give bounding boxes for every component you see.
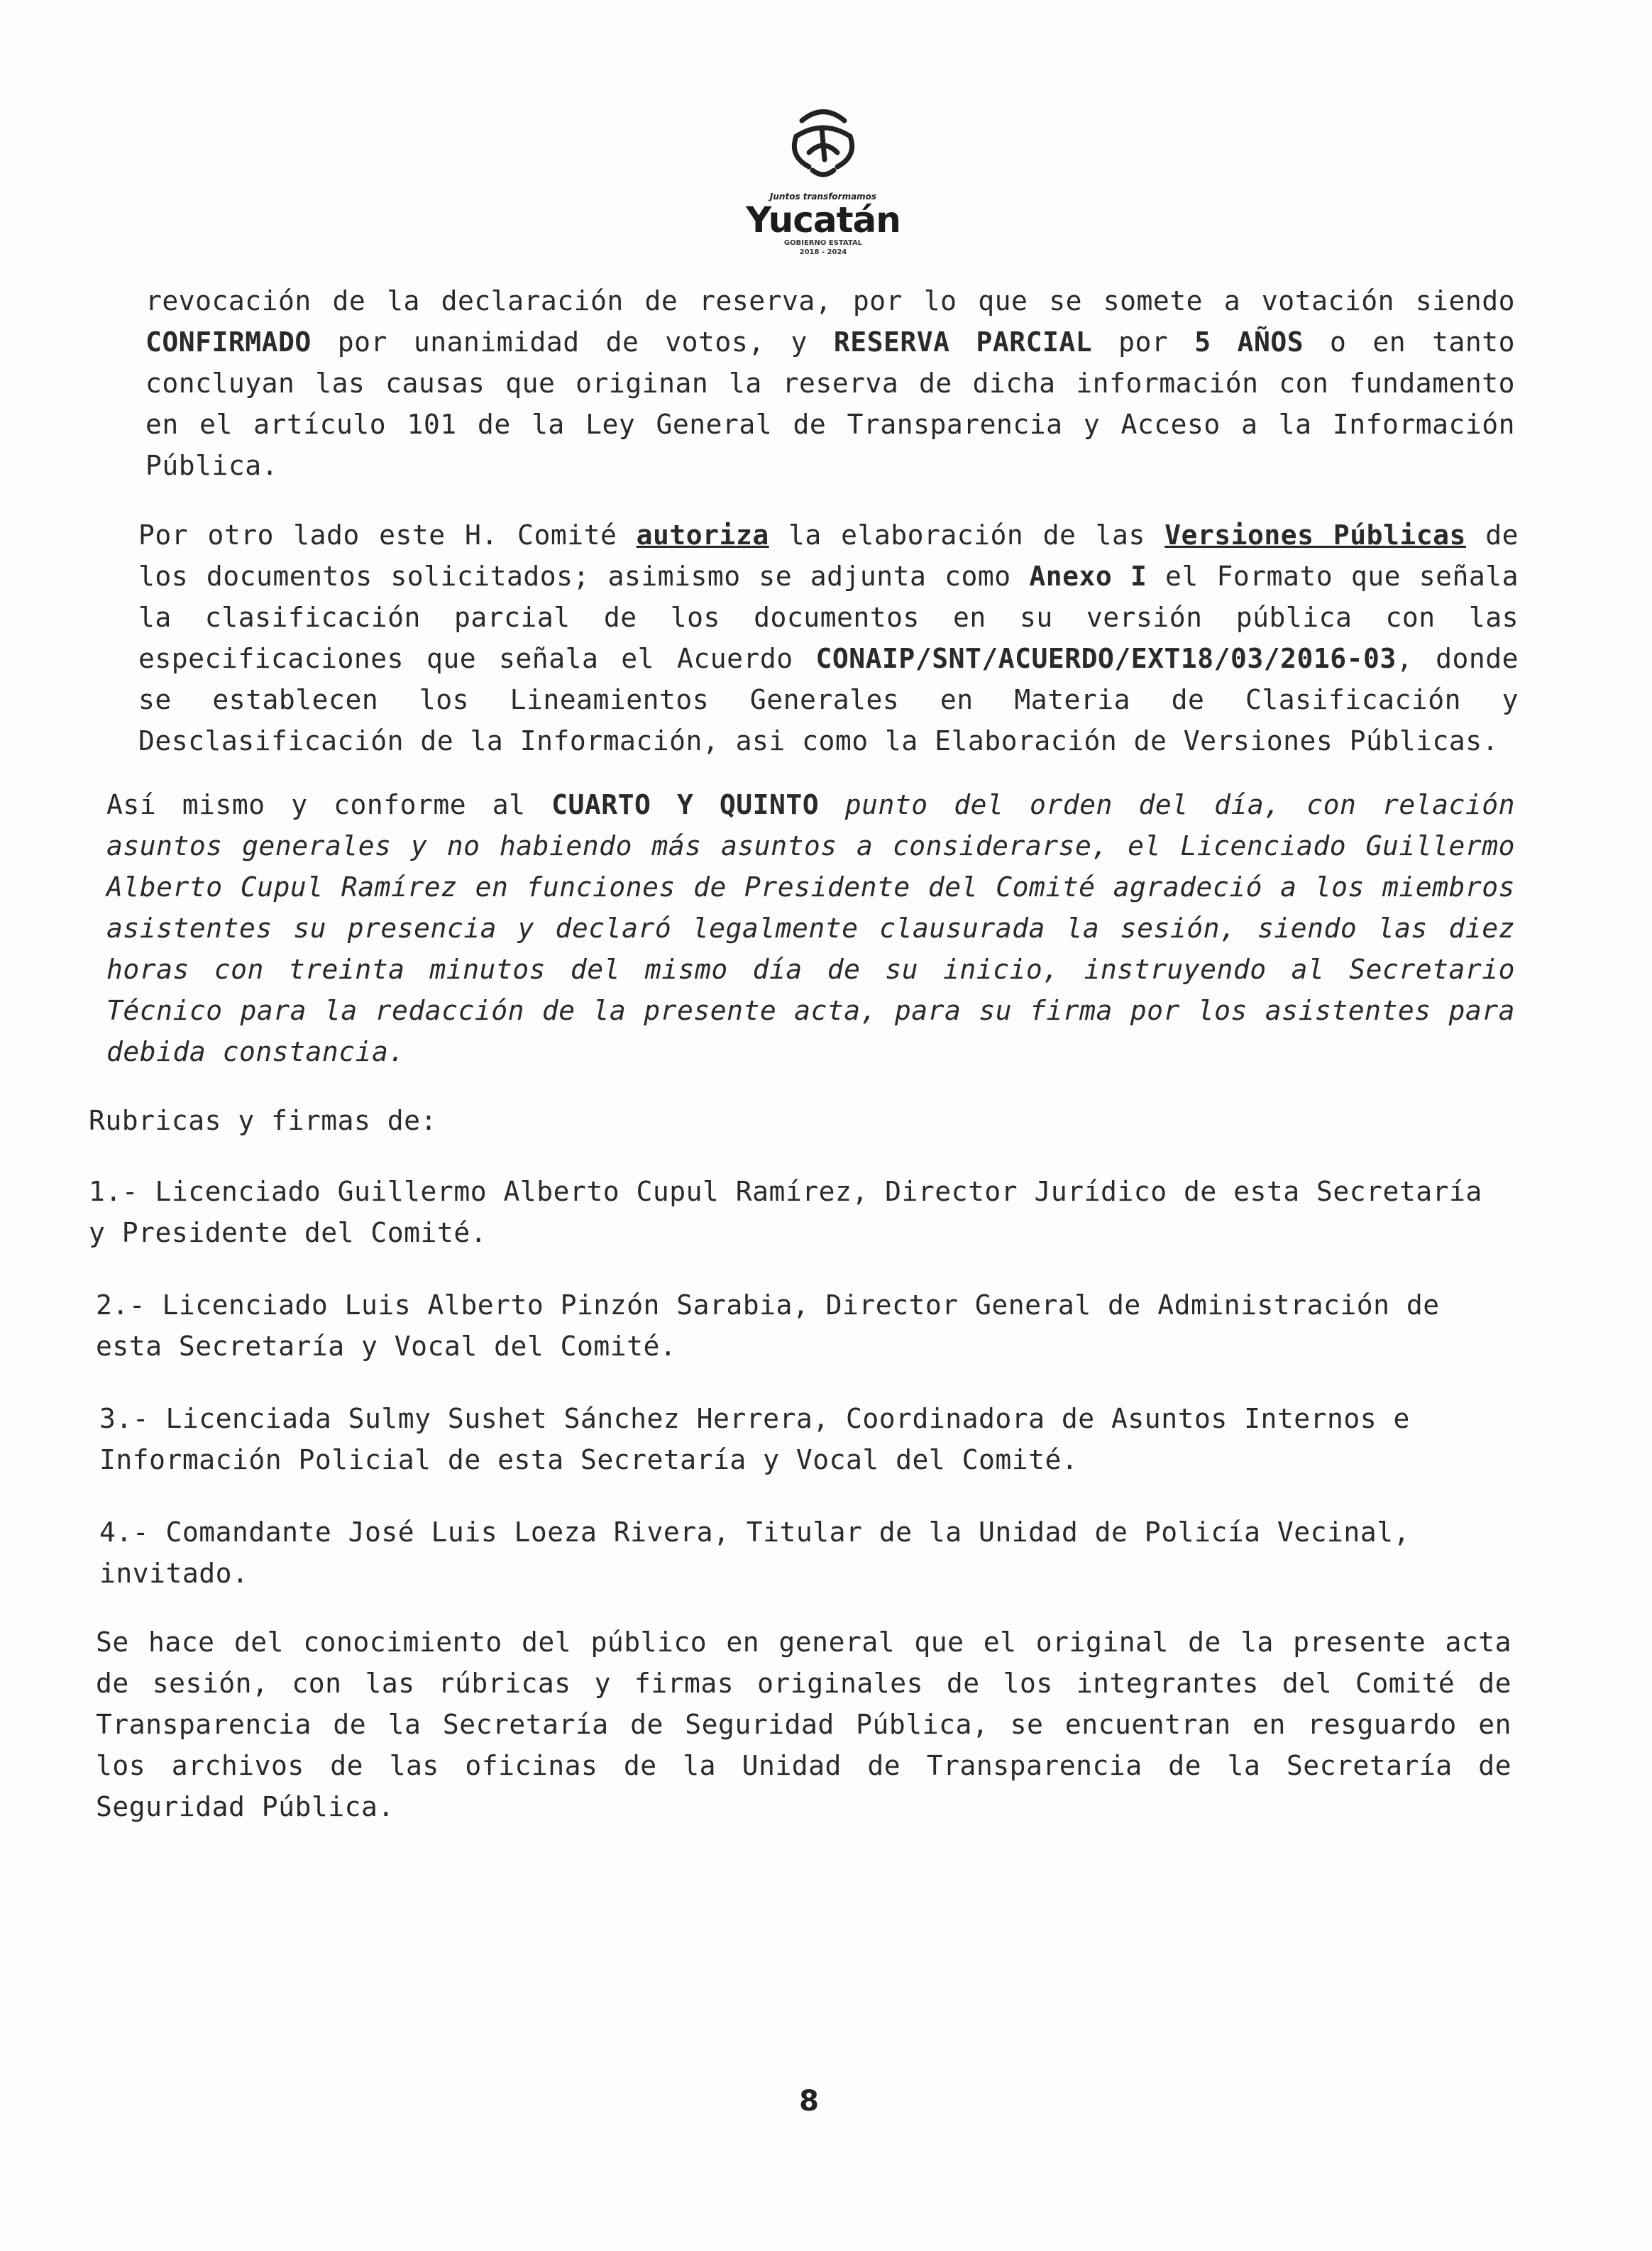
text-run: la elaboración de las <box>769 519 1165 551</box>
text-run: por unanimidad de votos, y <box>311 326 834 358</box>
signatures-heading: Rubricas y firmas de: <box>89 1105 437 1136</box>
bold-acuerdo: CONAIP/SNT/ACUERDO/EXT18/03/2016-03 <box>815 643 1397 674</box>
signatory-item: 1.- Licenciado Guillermo Alberto Cupul Ramírez, Director Jurídico de esta Secretaría y Presidente del Comité. <box>89 1176 1482 1248</box>
bold-cuarto-quinto: CUARTO Y QUINTO <box>551 789 820 820</box>
bold-anexo: Anexo I <box>1029 561 1147 592</box>
letterhead <box>738 99 908 257</box>
text-run: punto del orden del día, con relación asuntos generales y no habiendo más asuntos a considerarse, el Licenciado Guillermo Alberto Cupul Ramírez en funciones de Presidente del Comité agradeció a los miembros asistentes su presencia y declaró legalmente clausurada la sesión, siendo las diez horas con treinta minutos del mismo día de su inicio, instruyendo al Secretario Técnico para la redacción de la presente acta, para su firma por los asistentes para debida constancia. <box>106 789 1516 1067</box>
text-run: de los documentos solicitados; asimismo se adjunta como <box>138 519 1519 592</box>
bold-cinco-anos: 5 AÑOS <box>1194 326 1304 358</box>
text-run: por <box>1092 326 1195 358</box>
yucatan-logo-icon <box>781 99 866 185</box>
logo-name: Yucatán <box>746 199 901 241</box>
signatory-item: 4.- Comandante José Luis Loeza Rivera, Titular de la Unidad de Policía Vecinal, invitado. <box>99 1517 1410 1589</box>
paragraph-versiones-publicas <box>138 514 1519 761</box>
signatory-item: 2.- Licenciado Luis Alberto Pinzón Sarabia, Director General de Administración de esta Secretaría y Vocal del Comité. <box>96 1289 1440 1362</box>
paragraph-clausura <box>106 784 1515 1072</box>
bold-confirmado: CONFIRMADO <box>145 326 312 358</box>
signatory-item: 3.- Licenciada Sulmy Sushet Sánchez Herrera, Coordinadora de Asuntos Internos e Información Policial de esta Secretaría y Vocal del Comité. <box>99 1403 1410 1475</box>
bold-versiones-publicas: Versiones Públicas <box>1164 519 1466 551</box>
text-run: revocación de la declaración de reserva, por lo que se somete a votación siendo <box>145 285 1515 317</box>
paragraph-reserva <box>145 280 1515 486</box>
text-run: Así mismo y conforme al <box>106 789 552 820</box>
text-run: , donde se establecen los Lineamientos Generales en Materia de Clasificación y Desclasificación de la Información, asi como la Elaboración de Versiones Públicas. <box>138 643 1519 756</box>
paragraph-resguardo: Se hace del conocimiento del público en general que el original de la presente acta de sesión, con las rúbricas y firmas originales de los integrantes del Comité de Transparencia de la Secretaría de Seguridad Pública, se encuentran en resguardo en los archivos de las oficinas de la Unidad de Transparencia de la Secretaría de Seguridad Pública. <box>96 1627 1511 1822</box>
logo-subtitle: GOBIERNO ESTATAL <box>783 239 863 247</box>
logo-period: 2018 - 2024 <box>799 248 847 256</box>
text-run: el Formato que señala la clasificación parcial de los documentos en su versión pública con las especificaciones que señala el Acuerdo <box>138 561 1519 674</box>
text-run: Por otro lado este H. Comité <box>138 519 637 551</box>
page-number: 8 <box>799 2085 819 2118</box>
text-run: o en tanto concluyan las causas que originan la reserva de dicha información con fundamento en el artículo 101 de la Ley General de Transparencia y Acceso a la Información Pública. <box>145 326 1515 481</box>
bold-autoriza: autoriza <box>636 519 769 551</box>
bold-reserva-parcial: RESERVA PARCIAL <box>833 326 1093 358</box>
logo-tagline: Juntos transformamos <box>769 192 877 202</box>
